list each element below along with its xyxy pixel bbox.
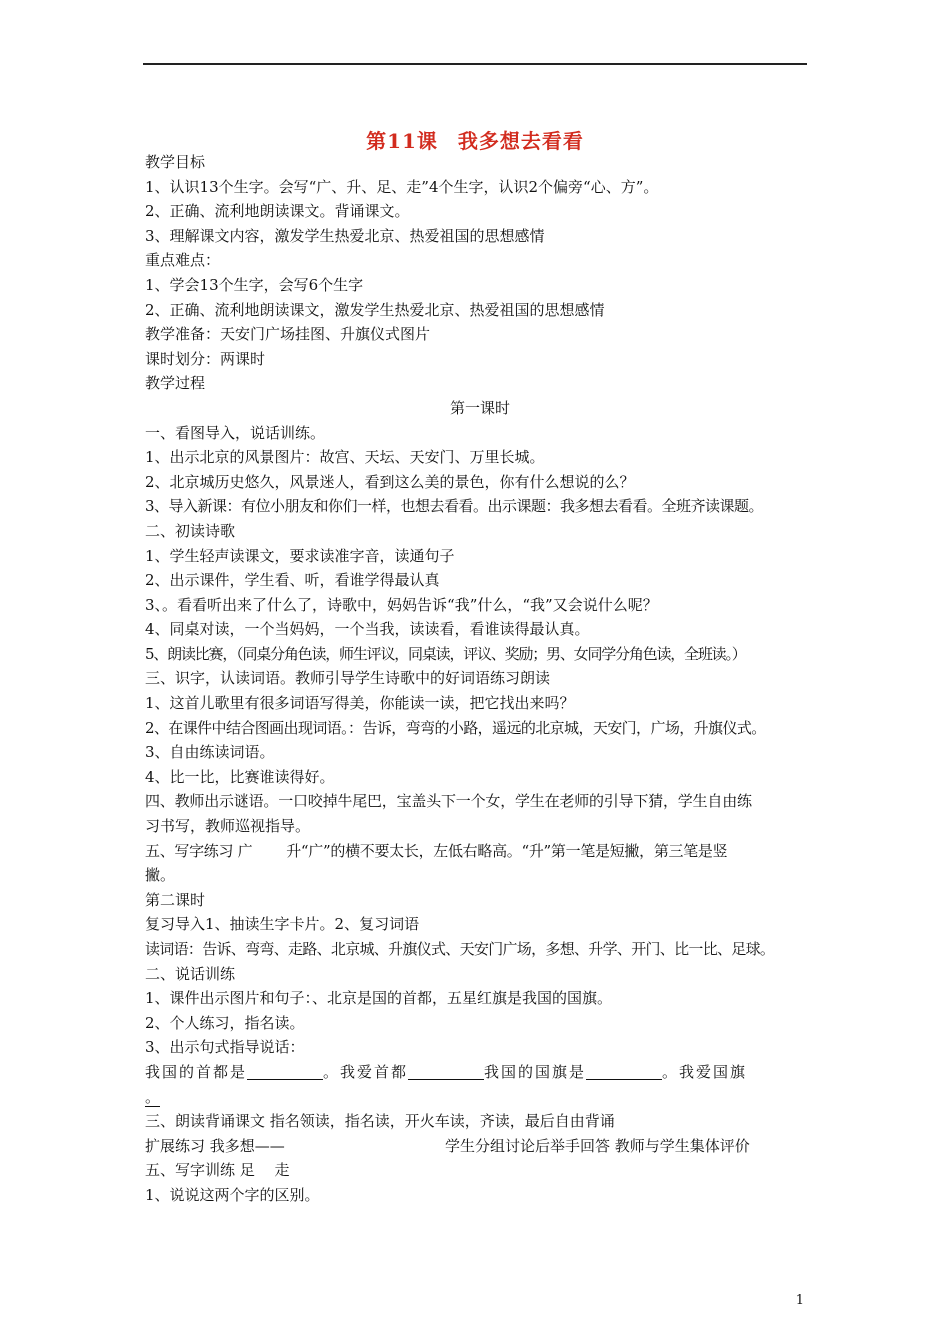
text-line: 二、说话训练: [145, 964, 236, 983]
section-heading-goals: 教学目标: [145, 153, 206, 171]
expansion-left: 扩展练习 我多想——: [145, 1136, 285, 1155]
page-number: 1: [795, 1293, 804, 1308]
text-line: 撇。: [145, 866, 176, 885]
text-line: 3、出示句式指导说话：: [145, 1038, 305, 1057]
text-line: 3、理解课文内容，激发学生热爱北京、热爱祖国的思想感情: [145, 226, 545, 245]
text-line: 1、课件出示图片和句子：、北京是国的首都，五星红旗是我国的国旗。: [145, 989, 613, 1008]
text-line: 三、朗读背诵课文 指名领读，指名读，开火车读，齐读，最后自由背诵: [145, 1112, 615, 1131]
text-line: 4、同桌对读，一个当妈妈，一个当我，读读看，看谁读得最认真。: [145, 620, 590, 639]
text-line: 五、写字训练 足 走: [145, 1161, 290, 1180]
fill-text-2: 。我爱首都: [323, 1062, 409, 1081]
text-line: 1、学会13个生字，会写6个生字: [145, 275, 364, 294]
fill-text-3: 我国的国旗是: [484, 1062, 587, 1081]
header-rule: [143, 63, 807, 65]
text-line: 2、北京城历史悠久，风景迷人，看到这么美的景色，你有什么想说的么？: [145, 472, 635, 491]
text-line: 2、个人练习，指名读。: [145, 1013, 305, 1032]
text-line: 1、说说这两个字的区别。: [145, 1185, 320, 1204]
text-line: 复习导入1、抽读生字卡片。2、复习词语: [145, 915, 420, 934]
text-line: 2、出示课件，学生看、听，看谁学得最认真: [145, 571, 440, 590]
expansion-line: [145, 1134, 815, 1159]
fill-blank: [586, 1064, 662, 1080]
text-line: 2、正确、流利地朗读课文。背诵课文。: [145, 202, 410, 221]
fill-text-4: 。我爱国旗: [662, 1062, 748, 1081]
fill-blank: [408, 1064, 484, 1080]
title-lesson-number: 第11课: [366, 129, 438, 153]
lesson-one-heading: 第一课时: [449, 398, 510, 417]
text-line: 二、初读诗歌: [145, 521, 236, 540]
text-line: 三、识字，认读词语。教师引导学生诗歌中的好词语练习朗读: [145, 669, 551, 688]
fill-text-1: 我国的首都是: [145, 1062, 248, 1081]
text-line: 1、认识13个生字。会写“广、升、足、走”4个生字，认识2个偏旁“心、方”。: [145, 177, 659, 196]
fill-in-sentence: [145, 1060, 815, 1085]
text-line: 2、在课件中结合图画出现词语。：告诉，弯弯的小路，遥远的北京城，天安门，广场，升旗仪式。: [145, 718, 766, 737]
text-line: 一、看图导入，说话训练。: [145, 423, 326, 442]
text-line: 4、比一比，比赛谁读得好。: [145, 767, 335, 786]
text-line: 读词语：告诉、弯弯、走路、北京城、升旗仪式、天安门广场，多想、升学、开门、比一比、足球。: [145, 940, 775, 958]
section-heading-key-points: 重点难点：: [145, 251, 221, 270]
text-line: 教学准备：天安门广场挂图、升旗仪式图片: [145, 325, 431, 344]
fill-sentence-end: 。: [145, 1087, 161, 1106]
text-line: 1、出示北京的风景图片：故宫、天坛、天安门、万里长城。: [145, 448, 545, 467]
fill-blank: [247, 1064, 323, 1080]
section-heading-process: 教学过程: [145, 374, 206, 393]
text-line: 3、。看看听出来了什么了，诗歌中，妈妈告诉“我”什么，“我”又会说什么呢？: [145, 595, 658, 614]
text-line: 2、正确、流利地朗读课文，激发学生热爱北京、热爱祖国的思想感情: [145, 300, 605, 319]
text-line: 四、教师出示谜语。一口咬掉牛尾巴，宝盖头下一个女，学生在老师的引导下猜，学生自由练: [145, 792, 752, 811]
title-lesson-name: 我多想去看看: [457, 129, 584, 153]
text-line: 1、学生轻声读课文，要求读准字音，读通句子: [145, 546, 455, 565]
text-line: 3、自由练读词语。: [145, 743, 275, 762]
expansion-right: 学生分组讨论后举手回答 教师与学生集体评价: [445, 1136, 750, 1155]
lesson-two-heading: 第二课时: [145, 890, 206, 909]
text-line: 课时划分：两课时: [145, 349, 266, 368]
document-body: [145, 150, 815, 1208]
text-line: 五、写字练习 广 升“广”的横不要太长，左低右略高。“升”第一笔是短撇，第三笔是竖: [145, 841, 728, 860]
text-line: 3、导入新课：有位小朋友和你们一样，也想去看看。出示课题：我多想去看看。全班齐读课题。: [145, 497, 764, 516]
text-line: 1、这首儿歌里有很多词语写得美，你能读一读，把它找出来吗？: [145, 694, 575, 713]
text-line: 5、朗读比赛，（同桌分角色读，师生评议，同桌读，评议、奖励；男、女同学分角色读，全班读。）: [145, 644, 746, 663]
text-line: 习书写，教师巡视指导。: [145, 817, 311, 836]
